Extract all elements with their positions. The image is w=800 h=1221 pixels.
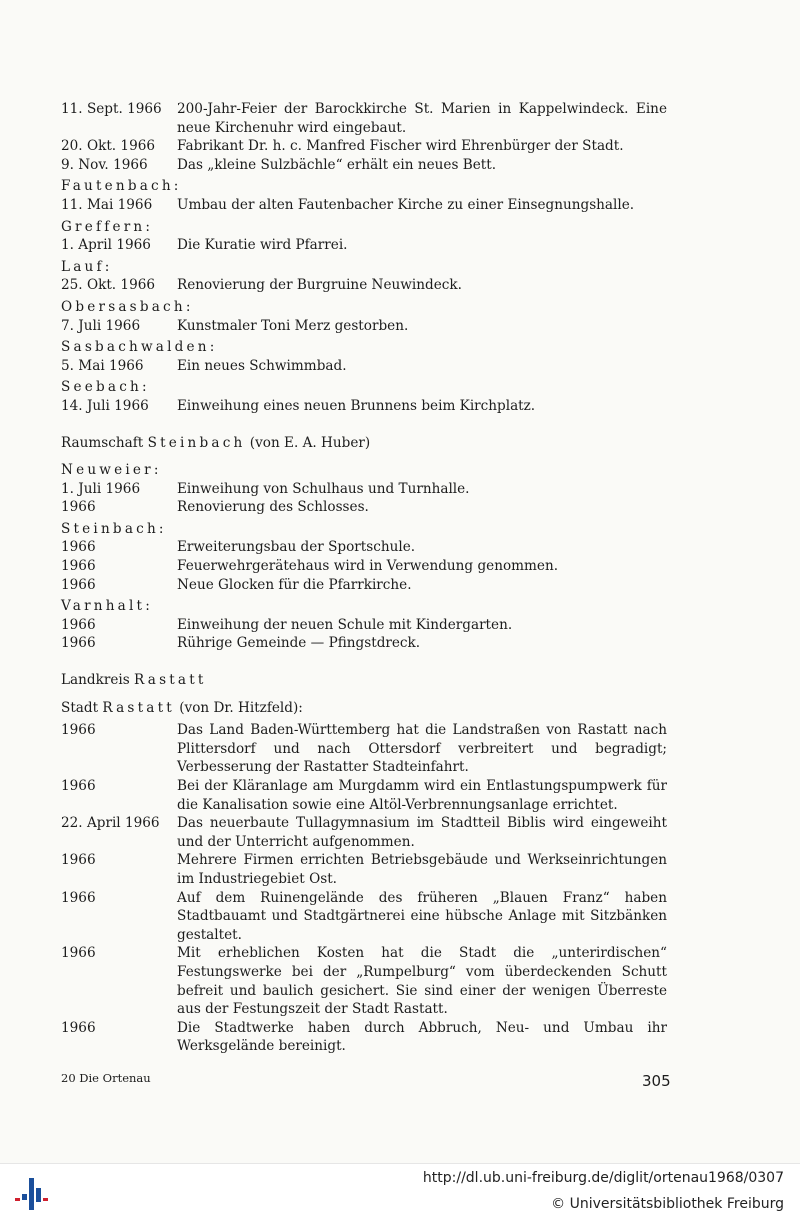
place-name: Seebach: — [61, 379, 150, 396]
entry-text: Neue Glocken für die Pfarrkirche. — [177, 576, 412, 593]
subsection-suffix: (von Dr. Hitzfeld): — [174, 699, 303, 716]
place-name: Steinbach: — [61, 520, 167, 537]
entry-date: 11. Mai 1966 — [61, 196, 153, 213]
chronicle-entry — [61, 357, 667, 376]
footer-signature: 20 Die Ortenau — [61, 1071, 151, 1085]
entry-text: Renovierung der Burgruine Neuwindeck. — [177, 277, 462, 294]
chronicle-entry — [61, 616, 667, 635]
entry-text: Feuerwehrgerätehaus wird in Verwendung genommen. — [177, 558, 559, 575]
chronicle-entry — [61, 538, 667, 557]
entry-date: 1966 — [61, 852, 96, 869]
chronicle-entry — [61, 156, 667, 175]
entry-text: Das Land Baden-Württemberg hat die Landstraßen von Rastatt nach Plittersdorf und nach Ottersdorf verbreitert und begradigt; Verbesserung der Rastatter Stadteinfahrt. — [177, 722, 667, 776]
entry-date: 1966 — [61, 1019, 96, 1036]
entry-date: 22. April 1966 — [61, 815, 160, 832]
entry-text: Einweihung eines neuen Brunnens beim Kirchplatz. — [177, 397, 536, 414]
entry-date: 7. Juli 1966 — [61, 317, 141, 334]
chronicle-entry — [61, 889, 667, 945]
chronicle-entry — [61, 777, 667, 814]
entry-text: Das „kleine Sulzbächle“ erhält ein neues Bett. — [177, 156, 497, 173]
entry-date: 1. April 1966 — [61, 237, 151, 254]
section-heading-steinbach — [61, 434, 667, 453]
entry-text: 200-Jahr-Feier der Barockkirche St. Marien in Kappelwindeck. Eine neue Kirchenuhr wird eingebaut. — [177, 101, 667, 136]
section-heading-prefix: Landkreis — [61, 672, 135, 689]
chronicle-entry — [61, 196, 667, 215]
subsection-spaced: Rastatt — [102, 699, 175, 716]
entry-date: 11. Sept. 1966 — [61, 101, 162, 117]
viewer-footer-bar — [0, 1163, 800, 1221]
places-steinbach — [61, 461, 667, 653]
section-heading-spaced: Rastatt — [134, 672, 207, 689]
entry-date: 1966 — [61, 635, 96, 652]
entry-date: 1966 — [61, 722, 96, 739]
chronicle-entry — [61, 576, 667, 595]
entry-text: Ein neues Schwimmbad. — [177, 357, 347, 374]
entry-text: Renovierung des Schlosses. — [177, 499, 369, 516]
entry-date: 25. Okt. 1966 — [61, 277, 156, 294]
copyright-notice: © Universitätsbibliothek Freiburg — [551, 1196, 784, 1212]
chronicle-entry — [61, 851, 667, 888]
place-name: Varnhalt: — [61, 598, 153, 615]
entry-text: Kunstmaler Toni Merz gestorben. — [177, 317, 409, 334]
chronicle-entry — [61, 1019, 667, 1056]
chronicle-entry — [61, 634, 667, 653]
section-heading-spaced: Steinbach — [147, 434, 246, 451]
entry-text: Rührige Gemeinde — Pfingstdreck. — [177, 635, 421, 652]
place-name: Sasbachwalden: — [61, 339, 218, 356]
subsection-heading-stadt-rastatt — [61, 699, 667, 718]
entry-date: 1966 — [61, 945, 96, 962]
entry-text: Einweihung der neuen Schule mit Kindergarten. — [177, 616, 513, 633]
entry-text: Auf dem Ruinengelände des früheren „Blauen Franz“ haben Stadtbauamt und Stadtgärtnerei eine hübsche Anlage mit Sitzbänken gestaltet. — [177, 889, 667, 943]
entry-date: 9. Nov. 1966 — [61, 156, 148, 173]
entry-date: 1966 — [61, 576, 96, 593]
chronicle-entry — [61, 480, 667, 499]
places-top — [61, 177, 667, 415]
chronicle-entry — [61, 557, 667, 576]
entry-date: 1966 — [61, 558, 96, 575]
chronicle-entry — [61, 498, 667, 517]
entry-text: Die Stadtwerke haben durch Abbruch, Neu- und Umbau ihr Werksgelände bereinigt. — [177, 1019, 667, 1055]
place-name: Lauf: — [61, 258, 113, 275]
document-url-link[interactable]: http://dl.ub.uni-freiburg.de/diglit/ortenau1968/0307 — [422, 1170, 784, 1186]
subsection-prefix: Stadt — [61, 699, 103, 716]
entry-text: Mit erheblichen Kosten hat die Stadt die „unterirdischen“ Festungswerke bei der „Rumpelburg“ vom überdeckenden Schutt befreit und baulich gesichert. Sie sind einer der wenigen Überreste aus der Festungszeit der Stadt Rastatt. — [177, 945, 667, 1018]
entry-date: 1966 — [61, 616, 96, 633]
place-name: Greffern: — [61, 218, 154, 235]
entry-text: Einweihung von Schulhaus und Turnhalle. — [177, 480, 470, 497]
section-heading-rastatt — [61, 671, 667, 690]
entry-date: 14. Juli 1966 — [61, 397, 149, 414]
page-number: 305 — [642, 1072, 671, 1090]
chronicle-entry — [61, 721, 667, 777]
chronicle-entry — [61, 944, 667, 1018]
entry-date: 1966 — [61, 889, 96, 906]
entry-text: Erweiterungsbau der Sportschule. — [177, 539, 416, 556]
entry-date: 5. Mai 1966 — [61, 357, 144, 374]
entry-date: 1966 — [61, 778, 96, 794]
entry-date: 20. Okt. 1966 — [61, 138, 156, 155]
entry-date: 1. Juli 1966 — [61, 480, 141, 497]
entries-rastatt — [61, 721, 667, 1056]
ub-freiburg-logo-icon[interactable] — [12, 1174, 52, 1214]
entry-date: 1966 — [61, 499, 96, 516]
entry-text: Das neuerbaute Tullagymnasium im Stadtteil Biblis wird eingeweiht und der Unterricht aufgenommen. — [177, 815, 667, 850]
entry-date: 1966 — [61, 539, 96, 556]
section-heading-suffix: (von E. A. Huber) — [245, 434, 371, 451]
place-name: Obersasbach: — [61, 298, 194, 315]
chronicle-entry — [61, 100, 667, 137]
chronicle-entry — [61, 397, 667, 416]
chronicle-entry — [61, 814, 667, 851]
chronicle-content — [61, 100, 667, 1056]
chronicle-entry — [61, 137, 667, 156]
entry-text: Bei der Kläranlage am Murgdamm wird ein Entlastungspumpwerk für die Kanalisation sowie eine Altöl-Verbrennungsanlage errichtet. — [177, 778, 667, 813]
section-heading-prefix: Raumschaft — [61, 434, 148, 451]
entry-text: Fabrikant Dr. h. c. Manfred Fischer wird Ehrenbürger der Stadt. — [177, 138, 624, 155]
entry-text: Die Kuratie wird Pfarrei. — [177, 237, 348, 254]
entry-text: Umbau der alten Fautenbacher Kirche zu einer Einsegnungshalle. — [177, 196, 635, 213]
place-name: Fautenbach: — [61, 178, 182, 195]
entries-top — [61, 100, 667, 174]
chronicle-entry — [61, 276, 667, 295]
chronicle-entry — [61, 236, 667, 255]
chronicle-entry — [61, 317, 667, 336]
place-name: Neuweier: — [61, 462, 162, 479]
entry-text: Mehrere Firmen errichten Betriebsgebäude und Werkseinrichtungen im Industriegebiet Ost. — [177, 852, 667, 887]
